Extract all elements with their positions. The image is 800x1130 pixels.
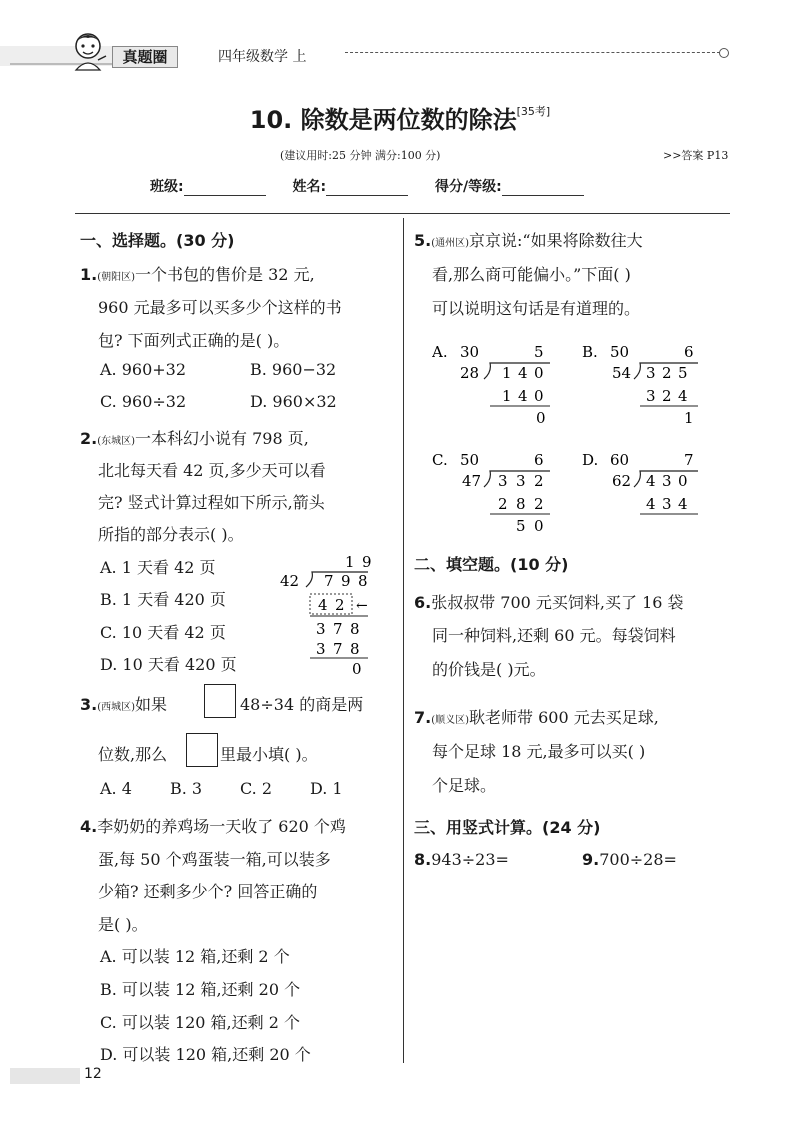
- q5c-divisor: 47: [462, 472, 482, 490]
- q5a-divisor: 28: [460, 364, 480, 382]
- q2-step3-3: 8: [350, 640, 360, 658]
- q2-district: (东城区): [97, 436, 136, 447]
- q2-text-1: 一本科幻小说有 798 页,: [135, 429, 309, 448]
- section1-title: 一、选择题。(30 分): [80, 231, 235, 250]
- footer-bar: [10, 1068, 80, 1084]
- q4-number: 4.: [80, 817, 98, 836]
- q5a-sub-1: 1: [502, 387, 512, 405]
- top-divider: [75, 213, 730, 214]
- q2-divisor: 42: [280, 572, 300, 590]
- q5a-remainder: 0: [536, 409, 546, 425]
- q5b-quotient-2: 6: [684, 343, 694, 361]
- q7-text-2: 每个足球 18 元,最多可以买( ): [432, 742, 646, 761]
- q1-district: (朝阳区): [97, 272, 136, 283]
- q5b-divisor: 54: [612, 364, 632, 382]
- q2-step2-2: 7: [333, 620, 343, 638]
- q7-text-1: 耿老师带 600 元去买足球,: [469, 708, 659, 727]
- q3-blank-box-2[interactable]: [186, 733, 218, 767]
- q4-option-a[interactable]: A. 可以装 12 箱,还剩 2 个: [100, 947, 290, 966]
- q5c-remainder-2: 0: [534, 517, 544, 535]
- q5c-remainder-1: 5: [516, 517, 526, 535]
- q9-expression: 700÷28=: [599, 850, 677, 869]
- q5-district: (通州区): [431, 238, 470, 249]
- q5a-quotient-2: 5: [534, 343, 544, 361]
- q2-quot-2: 9: [362, 553, 372, 571]
- q4-text-2: 蛋,每 50 个鸡蛋装一箱,可以装多: [98, 850, 331, 869]
- q5d-dividend-1: 4: [646, 472, 656, 490]
- q5d-dividend-2: 3: [662, 472, 672, 490]
- q5a-quotient: 30: [460, 343, 480, 361]
- q3-option-a[interactable]: A. 4: [100, 779, 132, 798]
- q6-number: 6.: [414, 593, 432, 612]
- mascot-icon: [68, 30, 108, 72]
- q2-text-2: 北北每天看 42 页,多少天可以看: [98, 461, 326, 480]
- q3-text-2a: 位数,那么: [98, 745, 168, 764]
- q2-long-division: [280, 552, 390, 682]
- grade-label: 四年级数学 上: [218, 49, 307, 65]
- q5b-dividend-3: 5: [678, 364, 688, 382]
- q5b-dividend-1: 3: [646, 364, 656, 382]
- q7-text-3: 个足球。: [432, 776, 497, 795]
- q8: [414, 850, 509, 869]
- section2-title: 二、填空题。(10 分): [414, 555, 569, 574]
- q5a-dividend-3: 0: [534, 364, 544, 382]
- q1-option-c[interactable]: C. 960÷32: [100, 392, 187, 411]
- time-score-info: (建议用时:25 分钟 满分:100 分): [280, 149, 441, 162]
- q5c-dividend-1: 3: [498, 472, 508, 490]
- q5d-dividend-3: 0: [678, 472, 688, 490]
- q5b-label: B.: [582, 343, 598, 361]
- q2-dividend-3: 8: [358, 572, 368, 590]
- q5d-sub-1: 4: [646, 495, 656, 513]
- q3-district: (西城区): [97, 702, 136, 713]
- q1-text-1: 一个书包的售价是 32 元,: [135, 265, 315, 284]
- q2-boxed-2: 2: [335, 596, 345, 614]
- q2-remainder: 0: [352, 660, 362, 678]
- q4-option-b[interactable]: B. 可以装 12 箱,还剩 20 个: [100, 980, 301, 999]
- q6-line1: [414, 590, 684, 613]
- q3-text-1b: 48÷34 的商是两: [240, 695, 364, 714]
- name-field[interactable]: [326, 181, 408, 196]
- q1-option-a[interactable]: A. 960+32: [100, 360, 187, 379]
- q5b-remainder: 1: [684, 409, 694, 425]
- q5d-quotient-2: 7: [684, 451, 694, 469]
- title-tag: [35考]: [516, 105, 551, 118]
- q2-text-3: 完? 竖式计算过程如下所示,箭头: [98, 493, 325, 512]
- q3-option-b[interactable]: B. 3: [170, 779, 203, 798]
- q7-line1: [414, 705, 659, 728]
- q5c-sub-2: 8: [516, 495, 526, 513]
- q5a-sub-3: 0: [534, 387, 544, 405]
- q5c-dividend-2: 3: [516, 472, 526, 490]
- q5b-quotient: 50: [610, 343, 630, 361]
- q5c-label: C.: [432, 451, 448, 469]
- column-divider: [403, 218, 404, 1063]
- q2-dividend-2: 9: [341, 572, 351, 590]
- q8-number: 8.: [414, 850, 432, 869]
- q4-line1: [80, 814, 346, 837]
- q9: [582, 850, 677, 869]
- q6-text-2: 同一种饲料,还剩 60 元。每袋饲料: [432, 626, 676, 645]
- q2-step3-2: 7: [333, 640, 343, 658]
- q5-text-2: 看,那么商可能偏小。”下面( ): [432, 265, 631, 284]
- score-label: 得分/等级:: [434, 179, 502, 195]
- q5c-quotient: 50: [460, 451, 480, 469]
- q5a-dividend-2: 4: [518, 364, 528, 382]
- q5d-sub-3: 4: [678, 495, 688, 513]
- q5-line1: [414, 228, 643, 251]
- header-dot-icon: [719, 48, 729, 58]
- section3-title: 三、用竖式计算。(24 分): [414, 818, 601, 837]
- q1-line1: [80, 262, 315, 285]
- q5d-quotient: 60: [610, 451, 630, 469]
- class-field[interactable]: [184, 181, 266, 196]
- q5a-dividend-1: 1: [502, 364, 512, 382]
- student-info-fields: [150, 176, 606, 196]
- q4-option-c[interactable]: C. 可以装 120 箱,还剩 2 个: [100, 1013, 300, 1032]
- q6-text-3: 的价钱是( )元。: [432, 660, 546, 679]
- q5d-sub-2: 3: [662, 495, 672, 513]
- q5d-label: D.: [582, 451, 599, 469]
- q2-step3-1: 3: [316, 640, 326, 658]
- q2-option-b[interactable]: B. 1 天看 420 页: [100, 590, 226, 609]
- q5-option-d[interactable]: [582, 443, 712, 535]
- q3-blank-box-1[interactable]: [204, 684, 236, 718]
- q2-arrow-icon: ←: [356, 598, 368, 614]
- score-field[interactable]: [502, 181, 584, 196]
- page-number: 12: [84, 1066, 102, 1082]
- q1-text-3: 包? 下面列式正确的是( )。: [98, 331, 290, 350]
- q3-option-d[interactable]: D. 1: [310, 779, 343, 798]
- q2-dividend-1: 7: [324, 572, 334, 590]
- q5b-sub-1: 3: [646, 387, 656, 405]
- q6-text-1: 张叔叔带 700 元买饲料,买了 16 袋: [431, 593, 684, 612]
- q5-text-3: 可以说明这句话是有道理的。: [432, 299, 641, 318]
- q3-line1: [80, 692, 167, 715]
- q5d-divisor: 62: [612, 472, 632, 490]
- q2-quot-1: 1: [345, 553, 355, 571]
- title-main: 10. 除数是两位数的除法: [249, 106, 517, 134]
- q5b-dividend-2: 2: [662, 364, 672, 382]
- q1-text-2: 960 元最多可以买多少个这样的书: [98, 298, 342, 317]
- q2-number: 2.: [80, 429, 98, 448]
- q5b-sub-3: 4: [678, 387, 688, 405]
- q5c-sub-1: 2: [498, 495, 508, 513]
- q2-option-c[interactable]: C. 10 天看 42 页: [100, 623, 226, 642]
- q5c-quotient-2: 6: [534, 451, 544, 469]
- q4-text-4: 是( )。: [98, 915, 148, 934]
- answer-reference: >>答案 P13: [663, 149, 729, 162]
- header-dash-line: [345, 52, 720, 53]
- name-label: 姓名:: [292, 179, 327, 195]
- page-title: [0, 100, 800, 135]
- q2-text-4: 所指的部分表示( )。: [98, 525, 244, 544]
- q2-option-a[interactable]: A. 1 天看 42 页: [100, 558, 216, 577]
- q3-text-1a: 如果: [135, 695, 168, 714]
- q5-text-1: 京京说:“如果将除数往大: [469, 231, 643, 250]
- q5b-sub-2: 2: [662, 387, 672, 405]
- q2-step2-1: 3: [316, 620, 326, 638]
- q3-option-c[interactable]: C. 2: [240, 779, 273, 798]
- q7-district: (顺义区): [431, 715, 470, 726]
- q2-boxed-1: 4: [318, 596, 328, 614]
- q2-option-d[interactable]: D. 10 天看 420 页: [100, 655, 237, 674]
- q9-number: 9.: [582, 850, 600, 869]
- q5-number: 5.: [414, 231, 432, 250]
- q2-step2-3: 8: [350, 620, 360, 638]
- q2-line1: [80, 426, 309, 449]
- class-label: 班级:: [150, 179, 184, 195]
- q1-option-b[interactable]: B. 960−32: [250, 360, 337, 379]
- q8-expression: 943÷23=: [431, 850, 509, 869]
- q5a-label: A.: [432, 343, 448, 361]
- q1-option-d[interactable]: D. 960×32: [250, 392, 337, 411]
- q5a-sub-2: 4: [518, 387, 528, 405]
- q3-number: 3.: [80, 695, 98, 714]
- q5-option-a[interactable]: [432, 335, 562, 425]
- q3-text-2b: 里最小填( )。: [220, 745, 318, 764]
- q7-number: 7.: [414, 708, 432, 727]
- q5-option-b[interactable]: [582, 335, 712, 425]
- q5c-dividend-3: 2: [534, 472, 544, 490]
- q4-option-d[interactable]: D. 可以装 120 箱,还剩 20 个: [100, 1045, 311, 1064]
- q5-option-c[interactable]: [432, 443, 562, 535]
- brand-label: 真题圈: [112, 46, 178, 68]
- q2-boxed-step: [310, 594, 352, 614]
- q4-text-3: 少箱? 还剩多少个? 回答正确的: [98, 882, 318, 901]
- q5c-sub-3: 2: [534, 495, 544, 513]
- q1-number: 1.: [80, 265, 98, 284]
- q4-text-1: 李奶奶的养鸡场一天收了 620 个鸡: [97, 817, 346, 836]
